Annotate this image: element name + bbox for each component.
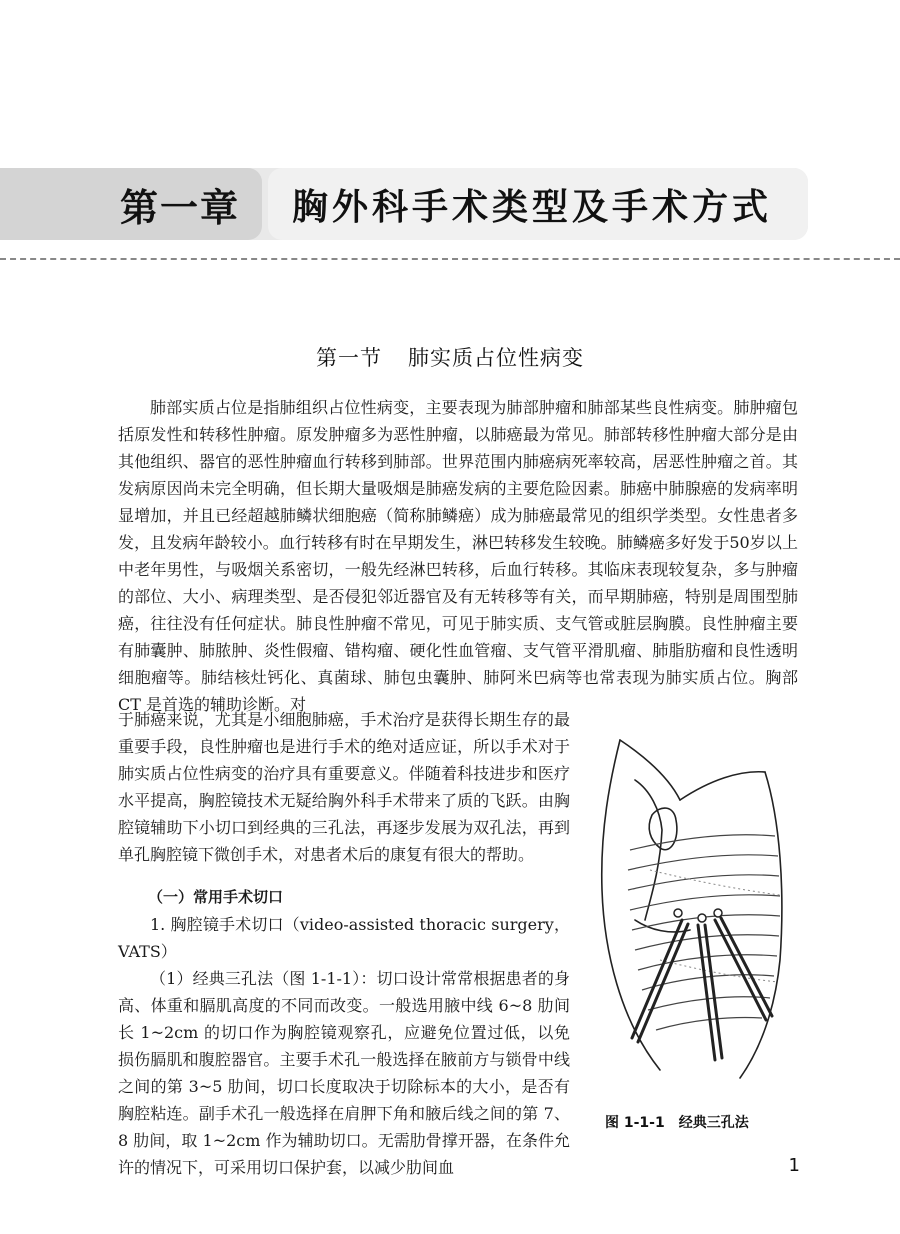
chapter-label: 第一章 <box>0 168 262 240</box>
item-text: （1）经典三孔法（图 1-1-1）：切口设计常常根据患者的身高、体重和膈肌高度的不同而改变。一般选用腋中线 6~8 肋间长 1~2cm 的切口作为胸腔镜观察孔，应避免位置过低，以免损伤膈肌和腹腔器官。主要手术孔一般选择在腋前方与锁骨中线之间的第 3~5 肋间，切口长度取决于切除标本的大小，是否有胸腔粘连。副手术孔一般选择在肩胛下角和腋后线之间的第 7、8 肋间，取 1~2cm 作为辅助切口。无需肋骨撑开器，在条件允许的情况下，可采用切口保护套，以减少肋间血 <box>118 969 570 1177</box>
chapter-title: 胸外科手术类型及手术方式 <box>268 168 808 240</box>
section-number: 第一节 <box>316 346 382 370</box>
paragraph-intro <box>118 394 798 718</box>
section-title: 肺实质占位性病变 <box>408 346 584 370</box>
paragraph-intro-continued <box>118 706 570 868</box>
paragraph-text: 于肺癌来说，尤其是小细胞肺癌，手术治疗是获得长期生存的最重要手段，良性肿瘤也是进行手术的绝对适应证，所以手术对于肺实质占位性病变的治疗具有重要意义。伴随着科技进步和医疗水平提高，胸腔镜技术无疑给胸外科手术带来了质的飞跃。由胸腔镜辅助下小切口到经典的三孔法，再逐步发展为双孔法，再到单孔胸腔镜下微创手术，对患者术后的康复有很大的帮助。 <box>118 710 570 864</box>
thorax-illustration <box>590 720 790 1080</box>
item-heading: 1. 胸腔镜手术切口（video-assisted thoracic surgery，VATS） <box>118 915 570 961</box>
section-heading <box>0 342 900 372</box>
incision-description <box>118 911 570 1181</box>
page-number: 1 <box>788 1155 800 1176</box>
dashed-divider <box>0 258 900 260</box>
paragraph-text: 肺部实质占位是指肺组织占位性病变，主要表现为肺部肿瘤和肺部某些良性病变。肺肿瘤包括原发性和转移性肿瘤。原发肿瘤多为恶性肿瘤，以肺癌最为常见。肺部转移性肿瘤大部分是由其他组织、器官的恶性肿瘤血行转移到肺部。世界范围内肺癌病死率较高，居恶性肿瘤之首。其发病原因尚未完全明确，但长期大量吸烟是肺癌发病的主要危险因素。肺癌中肺腺癌的发病率明显增加，并且已经超越肺鳞状细胞癌（简称肺鳞癌）成为肺癌最常见的组织学类型。女性患者多发，且发病年龄较小。血行转移有时在早期发生，淋巴转移发生较晚。肺鳞癌多好发于50岁以上中老年男性，与吸烟关系密切，一般先经淋巴转移，后血行转移。其临床表现较复杂，多与肿瘤的部位、大小、病理类型、是否侵犯邻近器官及有无转移等有关，而早期肺癌，特别是周围型肺癌，往往没有任何症状。肺良性肿瘤不常见，可见于肺实质、支气管或脏层胸膜。良性肿瘤主要有肺囊肿、肺脓肿、炎性假瘤、错构瘤、硬化性血管瘤、支气管平滑肌瘤、肺脂肪瘤和良性透明细胞瘤等。肺结核灶钙化、真菌球、肺包虫囊肿、肺阿米巴病等也常表现为肺实质占位。胸部 CT 是首选的辅助诊断。对 <box>118 398 798 714</box>
subheading: （一）常用手术切口 <box>148 888 284 906</box>
figure-caption: 图 1-1-1 经典三孔法 <box>605 1115 749 1131</box>
